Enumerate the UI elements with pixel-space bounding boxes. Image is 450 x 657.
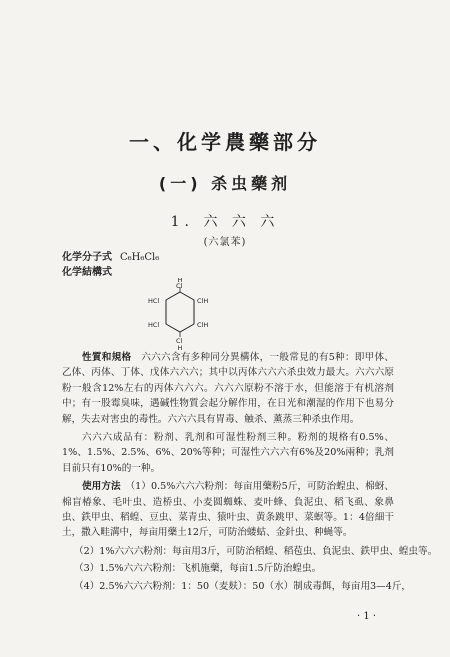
structure-label: 化学結構式 bbox=[62, 267, 112, 278]
forms-paragraph: 六六六成品有：粉剂、乳剂和可湿性粉剂三种。粉剂的規格有0.5%、1%、1.5%、2.5%、6%、20%等种；可湿性六六六有6%及20%兩种；乳剂目前只有10%的一种。 bbox=[62, 432, 394, 474]
atom-top-cl: Cl bbox=[176, 282, 183, 290]
atom-bottom-h: H bbox=[177, 344, 183, 352]
chapter-title: 一、化学農藥部分 bbox=[129, 130, 321, 154]
item-title: 1. 六 六 六 bbox=[170, 214, 280, 230]
usage-label: 使用方法 bbox=[82, 481, 121, 493]
formula-label: 化学分子式 bbox=[62, 252, 112, 263]
usage-text-1: （1）0.5%六六六粉剂：每亩用藥粉5斤，可防治蝗虫、棉蚜、棉盲椿象、毛叶虫、造桥虫、小麦圆蜘蛛、麦叶蜂、負泥虫、稻飞虱、象鼻虫、鉄甲虫、稻蝗、豆虫、菜青虫、猿叶虫、黄条跳甲、菜螟等。1：4倍細干土，撒入畦溝中，每亩用藥土12斤，可防治蝼蛄、金針虫、种蝇等。 bbox=[62, 481, 395, 539]
usage-paragraph-1 bbox=[62, 479, 394, 541]
atom-left-hcl-lower: HCl bbox=[148, 321, 160, 329]
usage-paragraph-2: （2）1%六六六粉剂：每亩用3斤，可防治稻蝗、稻苞虫、負泥虫、鉄甲虫、蝗虫等。 bbox=[74, 545, 438, 557]
atom-right-clh-upper: ClH bbox=[197, 297, 209, 305]
section-title: (一) 杀虫藥剂 bbox=[158, 174, 292, 193]
usage-paragraph-4: （4）2.5%六六六粉剂：1：50（麦麸）：50（水）制成毒餌，每亩用3—4斤， bbox=[74, 580, 412, 592]
page-number: · 1 · bbox=[357, 611, 377, 622]
hexagon-structure-diagram bbox=[140, 278, 220, 354]
atom-right-clh-lower: ClH bbox=[197, 321, 209, 329]
structure-line bbox=[62, 266, 112, 280]
cyclohexane-ring bbox=[166, 292, 194, 332]
item-subtitle: (六氯苯) bbox=[203, 237, 247, 248]
formula-value: C₆H₆Cl₆ bbox=[120, 252, 160, 263]
properties-paragraph bbox=[62, 350, 394, 427]
atom-top-h: H bbox=[177, 278, 183, 284]
atom-left-hcl-upper: HCl bbox=[148, 297, 160, 305]
properties-label: 性質和規格 bbox=[82, 352, 132, 363]
atom-bottom-cl: Cl bbox=[176, 337, 183, 345]
body-text bbox=[62, 350, 438, 596]
usage-paragraph-3: （3）1.5%六六六粉剂：飞机施藥，每亩1.5斤防治蝗虫。 bbox=[74, 563, 322, 575]
structural-formula bbox=[140, 278, 220, 354]
formula-line bbox=[62, 251, 159, 265]
properties-text: 六六六含有多种同分異構体，一般常見的有5种：即甲体、乙体、丙体、丁体、戊体六六六；其中以丙体六六六杀虫效力最大。六六六原粉一般含12%左右的丙体六六六。六六六原粉不溶于水，但能溶于有机溶剂中；有一股霉臭味，遇碱性物質会起分解作用，在日光和潮湿的作用下也易分解，失去对害虫的毒性。六六六具有胃毒、触杀、薰蒸三种杀虫作用。 bbox=[62, 352, 395, 425]
